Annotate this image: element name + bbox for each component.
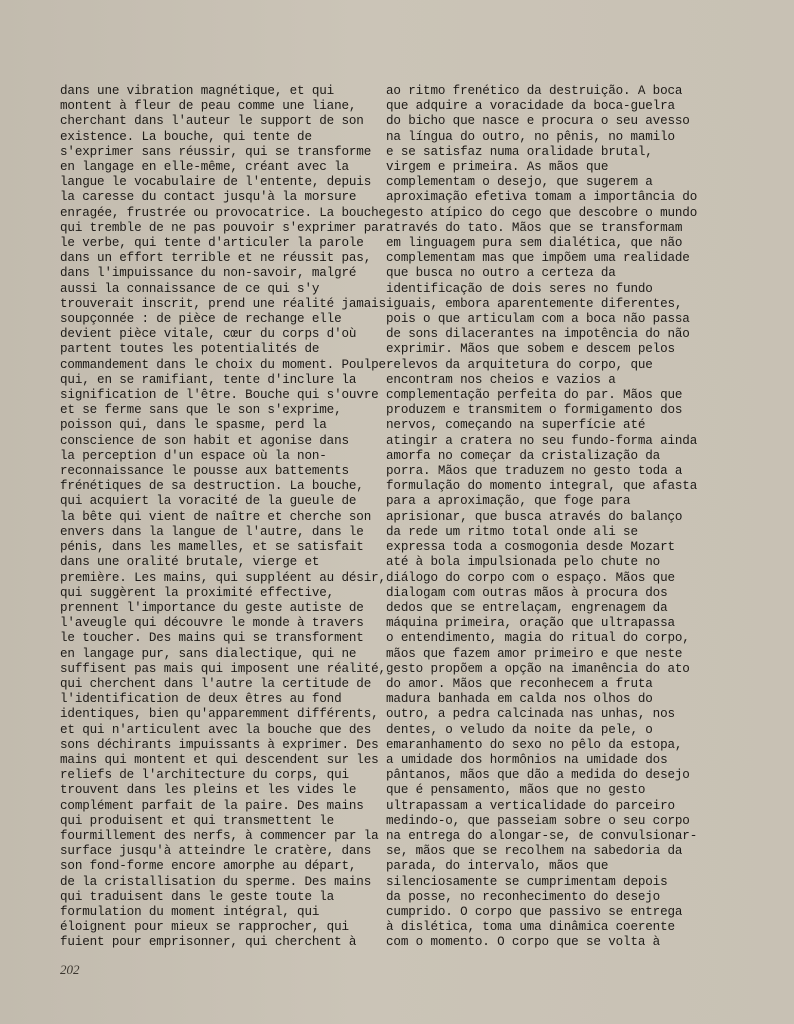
text-line: sons déchirants impuissants à exprimer. Des [60,737,379,752]
text-line: nervos, começando na superfície até [386,418,646,433]
text-line: aussi la connaissance de ce qui s'y [60,281,320,296]
text-line: prennent l'importance du geste autiste de [60,600,364,615]
text-line: da rede um ritmo total onde ali se [386,524,638,539]
text-line: qui suggèrent la proximité effective, [60,585,335,600]
text-line: se, mãos que se recolhem na sabedoria da [386,844,683,859]
text-line: encontram nos cheios e vazios a [386,372,616,387]
text-line: fourmillement des nerfs, à commencer par la [60,828,379,843]
text-line: qui produisent et qui transmettent le [60,813,335,828]
text-line: envers dans la langue de l'autre, dans le [60,524,364,539]
text-line: dedos que se entrelaçam, engrenagem da [386,600,668,615]
text-line: atingir a cratera no seu fundo-forma ainda [386,433,698,448]
text-line: máquina primeira, oração que ultrapassa [386,616,675,631]
text-line: cumprido. O corpo que passivo se entrega [386,904,683,919]
text-line: até à bola impulsionada pelo chute no [386,555,661,570]
text-line: en langage pur, sans dialectique, qui ne [60,646,357,661]
text-line: reconnaissance le pousse aux battements [60,464,349,479]
text-line: o entendimento, magia do ritual do corpo, [386,631,690,646]
text-line: en langage en elle-même, créant avec la [60,160,349,175]
text-line: éloignent pour mieux se rapprocher, qui [60,920,349,935]
text-line: aprisionar, que busca através do balanço [386,509,683,524]
text-line: do bicho que nasce e procura o seu avesso [386,114,690,129]
right-text-column [386,84,698,951]
text-line: pénis, dans les mamelles, et se satisfait [60,540,364,555]
text-line: langue le vocabulaire de l'entente, depuis [60,175,372,190]
text-line: soupçonnée : de pièce de rechange elle [60,312,342,327]
text-line: da posse, no reconhecimento do desejo [386,889,661,904]
text-line: qui acquiert la voracité de la gueule de [60,494,357,509]
text-line: le toucher. Des mains qui se transforment [60,631,364,646]
text-line: dans un effort terrible et ne réussit pas, [60,251,372,266]
text-line: gesto atípico do cego que descobre o mundo [386,205,698,220]
text-line: de la cristallisation du sperme. Des mains [60,874,372,889]
text-line: complementação perfeita do par. Mãos que [386,388,683,403]
text-line: identiques, bien qu'apparemment différents, [60,707,379,722]
text-line: medindo-o, que passeiam sobre o seu corpo [386,813,690,828]
text-line: gesto propõem a opção na imanência do ato [386,661,690,676]
text-line: mãos que fazem amor primeiro e que neste [386,646,683,661]
text-line: complementam mas que impõem uma realidade [386,251,690,266]
text-line: existence. La bouche, qui tente de [60,129,312,144]
text-line: la caresse du contact jusqu'à la morsure [60,190,357,205]
text-line: qui, en se ramifiant, tente d'inclure la [60,372,357,387]
text-line: aproximação efetiva tomam a importância do [386,190,698,205]
text-line: iguais, embora aparentemente diferentes, [386,296,683,311]
text-line: amorfa no começar da cristalização da [386,448,661,463]
text-line: pois o que articulam com a boca não passa [386,312,690,327]
text-line: conscience de son habit et agonise dans [60,433,349,448]
text-line: trouverait inscrit, prend une réalité jamais [60,296,386,311]
text-line: mains qui montent et qui descendent sur les [60,752,379,767]
text-line: virgem e primeira. As mãos que [386,160,609,175]
text-line: première. Les mains, qui suppléent au désir, [60,570,386,585]
text-line: do amor. Mãos que reconhecem a fruta [386,676,653,691]
text-line: trouvent dans les pleins et les vides le [60,783,357,798]
text-line: qui tremble de ne pas pouvoir s'exprimer par [60,220,386,235]
text-line: enragée, frustrée ou provocatrice. La bouche [60,205,386,220]
text-line: e se satisfaz numa oralidade brutal, [386,144,653,159]
text-line: com o momento. O corpo que se volta à [386,935,661,950]
text-line: parada, do intervalo, mãos que [386,859,609,874]
text-line: na língua do outro, no pênis, no mamilo [386,129,675,144]
text-line: ao ritmo frenético da destruição. A boca [386,84,683,98]
text-line: que adquire a voracidade da boca-guelra [386,99,675,114]
text-line: a umidade dos hormônios na umidade dos [386,752,668,767]
text-line: dialogam com outras mãos à procura dos [386,585,668,600]
text-line: em linguagem pura sem dialética, que não [386,236,683,251]
text-line: produzem e transmitem o formigamento dos [386,403,683,418]
text-line: reliefs de l'architecture du corps, qui [60,768,349,783]
text-line: commandement dans le choix du moment. Poulpe [60,357,386,372]
text-line: complément parfait de la paire. Des mains [60,798,364,813]
text-line: pântanos, mãos que dão a medida do desejo [386,768,690,783]
text-line: cherchant dans l'auteur le support de son [60,114,364,129]
text-line: partent toutes les potentialités de [60,342,320,357]
text-line: diálogo do corpo com o espaço. Mãos que [386,570,675,585]
text-line: através do tato. Mãos que se transformam [386,220,683,235]
text-line: dentes, o veludo da noite da pele, o [386,722,653,737]
text-line: le verbe, qui tente d'articuler la parole [60,236,364,251]
text-line: complementam o desejo, que sugerem a [386,175,653,190]
text-line: devient pièce vitale, cœur du corps d'où [60,327,357,342]
text-line: relevos da arquitetura do corpo, que [386,357,653,372]
text-line: madura banhada em calda nos olhos do [386,692,653,707]
text-line: exprimir. Mãos que sobem e descem pelos [386,342,675,357]
text-line: la bête qui vient de naître et cherche son [60,509,372,524]
text-line: ultrapassam a verticalidade do parceiro [386,798,675,813]
text-line: dans une oralité brutale, vierge et [60,555,320,570]
text-line: emaranhamento do sexo no pêlo da estopa, [386,737,683,752]
text-line: fuient pour emprisonner, qui cherchent à [60,935,357,950]
text-line: suffisent pas mais qui imposent une réalité, [60,661,386,676]
text-line: dans l'impuissance du non-savoir, malgré [60,266,357,281]
text-line: expressa toda a cosmogonia desde Mozart [386,540,675,555]
text-line: qui traduisent dans le geste toute la [60,889,335,904]
text-line: qui cherchent dans l'autre la certitude de [60,676,372,691]
text-line: et qui n'articulent avec la bouche que des [60,722,372,737]
text-line: que busca no outro a certeza da [386,266,616,281]
text-line: et se ferme sans que le son s'exprime, [60,403,342,418]
text-line: na entrega do alongar-se, de convulsionar- [386,828,698,843]
text-line: l'identification de deux êtres au fond [60,692,342,707]
text-line: poisson qui, dans le spasme, perd la [60,418,327,433]
left-text-column [60,84,386,951]
text-line: s'exprimer sans réussir, qui se transforme [60,144,372,159]
text-line: identificação de dois seres no fundo [386,281,653,296]
page-number: 202 [60,962,80,977]
text-line: son fond-forme encore amorphe au départ, [60,859,357,874]
text-line: surface jusqu'à atteindre le cratère, dans [60,844,372,859]
text-line: para a aproximação, que foge para [386,494,631,509]
text-line: outro, a pedra calcinada nas unhas, nos [386,707,675,722]
text-line: la perception d'un espace où la non- [60,448,327,463]
text-line: dans une vibration magnétique, et qui [60,84,335,98]
text-line: formulação do momento integral, que afasta [386,479,698,494]
text-line: signification de l'être. Bouche qui s'ouvre [60,388,379,403]
text-line: silenciosamente se cumprimentam depois [386,874,668,889]
text-line: montent à fleur de peau comme une liane, [60,99,357,114]
text-line: que é pensamento, mãos que no gesto [386,783,646,798]
text-line: porra. Mãos que traduzem no gesto toda a [386,464,683,479]
text-line: frénétiques de sa destruction. La bouche, [60,479,364,494]
text-line: formulation du moment intégral, qui [60,904,320,919]
text-line: à dislética, toma uma dinâmica coerente [386,920,675,935]
text-line: l'aveugle qui découvre le monde à travers [60,616,364,631]
text-line: de sons dilacerantes na impotência do não [386,327,690,342]
